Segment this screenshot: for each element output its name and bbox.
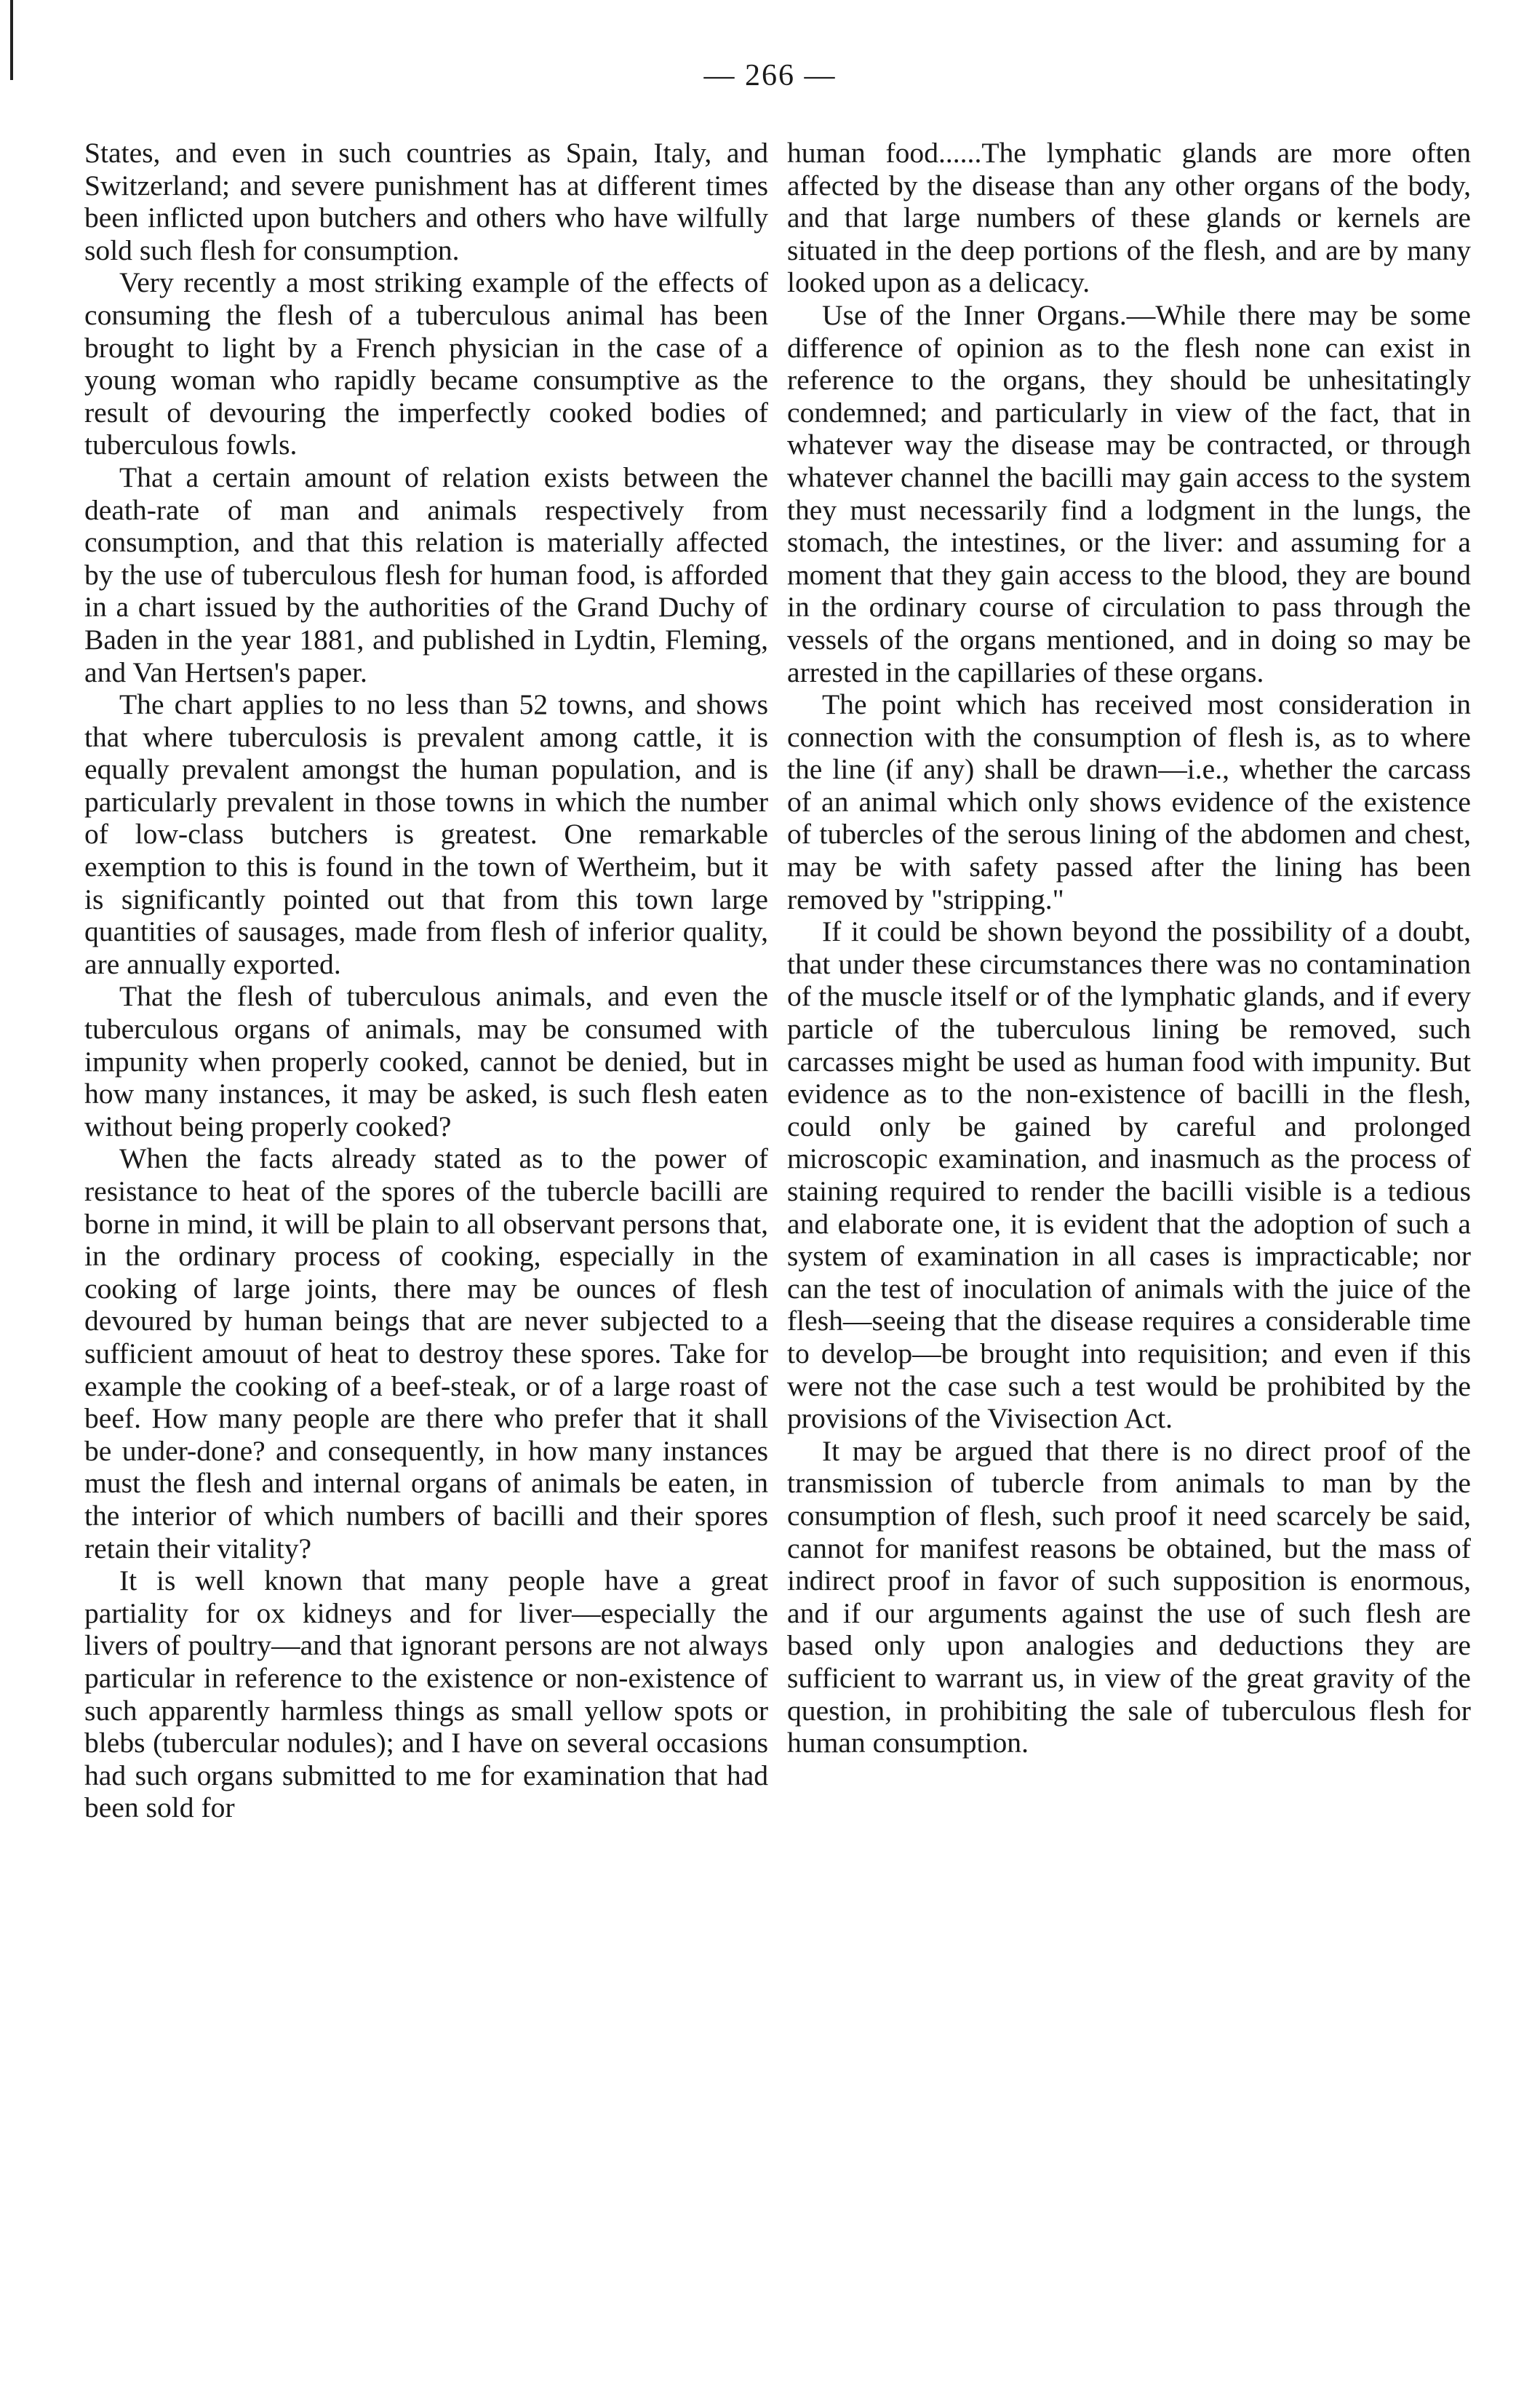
paragraph: That the flesh of tuberculous animals, and even the tuberculous organs of animals, may be consumed with impunity when properly cooked, cannot be denied, but in how many instances, it may be asked, is such flesh eaten without being properly cooked? [84,980,768,1142]
paragraph: The point which has received most consideration in connection with the consumption of flesh is, as to where the line (if any) shall be drawn—i.e., whether the carcass of an animal which only shows evidence of the existence of tubercles of the serous lining of the abdomen and chest, may be with safety passed after the lining has been removed by "stripping." [787,688,1471,915]
paragraph: Very recently a most striking example of the effects of consuming the flesh of a tuberculous animal has been brought to light by a French physician in the case of a young woman who rapidly became consumptive as the result of devouring the imperfectly cooked bodies of tuberculous fowls. [84,266,768,461]
page-number: — 266 — [703,59,837,92]
paragraph: It may be argued that there is no direct proof of the transmission of tubercle from animals to man by the consumption of flesh, such proof it need scarcely be said, cannot for manifest reasons be obtained, but the mass of indirect proof in favor of such supposition is enormous, and if our arguments against the use of such flesh are based only upon analogies and deductions they are sufficient to warrant us, in view of the great gravity of the question, in prohibiting the sale of tuberculous flesh for human consumption. [787,1434,1471,1759]
paragraph: When the facts already stated as to the power of resistance to heat of the spores of the tubercle bacilli are borne in mind, it will be plain to all observant persons that, in the ordinary process of cooking, especially in the cooking of large joints, there may be ounces of flesh devoured by human beings that are never subjected to a sufficient amouut of heat to destroy these spores. Take for example the cooking of a beef-steak, or of a large roast of beef. How many people are there who prefer that it shall be under-done? and consequently, in how many instances must the flesh and internal organs of animals be eaten, in the interior of which numbers of bacilli and their spores retain their vitality? [84,1142,768,1564]
paragraph: States, and even in such countries as Spain, Italy, and Switzerland; and severe punishment has at different times been inflicted upon butchers and others who have wilfully sold such flesh for consumption. [84,137,768,266]
paragraph: The chart applies to no less than 52 towns, and shows that where tuberculosis is prevalent among cattle, it is equally prevalent amongst the human population, and is particularly prevalent in those towns in which the number of low-class butchers is greatest. One remarkable exemption to this is found in the town of Wertheim, but it is significantly pointed out that from this town large quantities of sausages, made from flesh of inferior quality, are annually exported. [84,688,768,980]
paragraph: That a certain amount of relation exists between the death-rate of man and animals respectively from consumption, and that this relation is materially affected by the use of tuberculous flesh for human food, is afforded in a chart issued by the authorities of the Grand Duchy of Baden in the year 1881, and published in Lydtin, Fleming, and Van Hertsen's paper. [84,461,768,688]
right-column [787,137,1471,1759]
left-column [84,137,768,1824]
paragraph: Use of the Inner Organs.—While there may be some difference of opinion as to the flesh none can exist in reference to the organs, they should be unhesitatingly condemned; and particularly in view of the fact, that in whatever way the disease may be contracted, or through whatever channel the bacilli may gain access to the system they must necessarily find a lodgment in the lungs, the stomach, the intestines, or the liver: and assuming for a moment that they gain access to the blood, they are bound in the ordinary course of circulation to pass through the vessels of the organs mentioned, and in doing so may be arrested in the capillaries of these organs. [787,298,1471,688]
paragraph: human food......The lymphatic glands are more often affected by the disease than any other organs of the body, and that large numbers of these glands or kernels are situated in the deep portions of the flesh, and are by many looked upon as a delicacy. [787,137,1471,299]
paragraph: If it could be shown beyond the possibility of a doubt, that under these circumstances there was no contamination of the muscle itself or of the lymphatic glands, and if every particle of the tuberculous lining be removed, such carcasses might be used as human food with impunity. But evidence as to the non-existence of bacilli in the flesh, could only be gained by careful and prolonged microscopic examination, and inasmuch as the process of staining required to render the bacilli visible is a tedious and elaborate one, it is evident that the adoption of such a system of examination in all cases is impracticable; nor can the test of inoculation of animals with the juice of the flesh—seeing that the disease requires a considerable time to develop—be brought into requisition; and even if this were not the case such a test would be prohibited by the provisions of the Vivisection Act. [787,915,1471,1435]
paragraph: It is well known that many people have a great partiality for ox kidneys and for liver—especially the livers of poultry—and that ignorant persons are not always particular in reference to the existence or non-existence of such apparently harmless things as small yellow spots or blebs (tubercular nodules); and I have on several occasions had such organs submitted to me for examination that had been sold for [84,1564,768,1824]
